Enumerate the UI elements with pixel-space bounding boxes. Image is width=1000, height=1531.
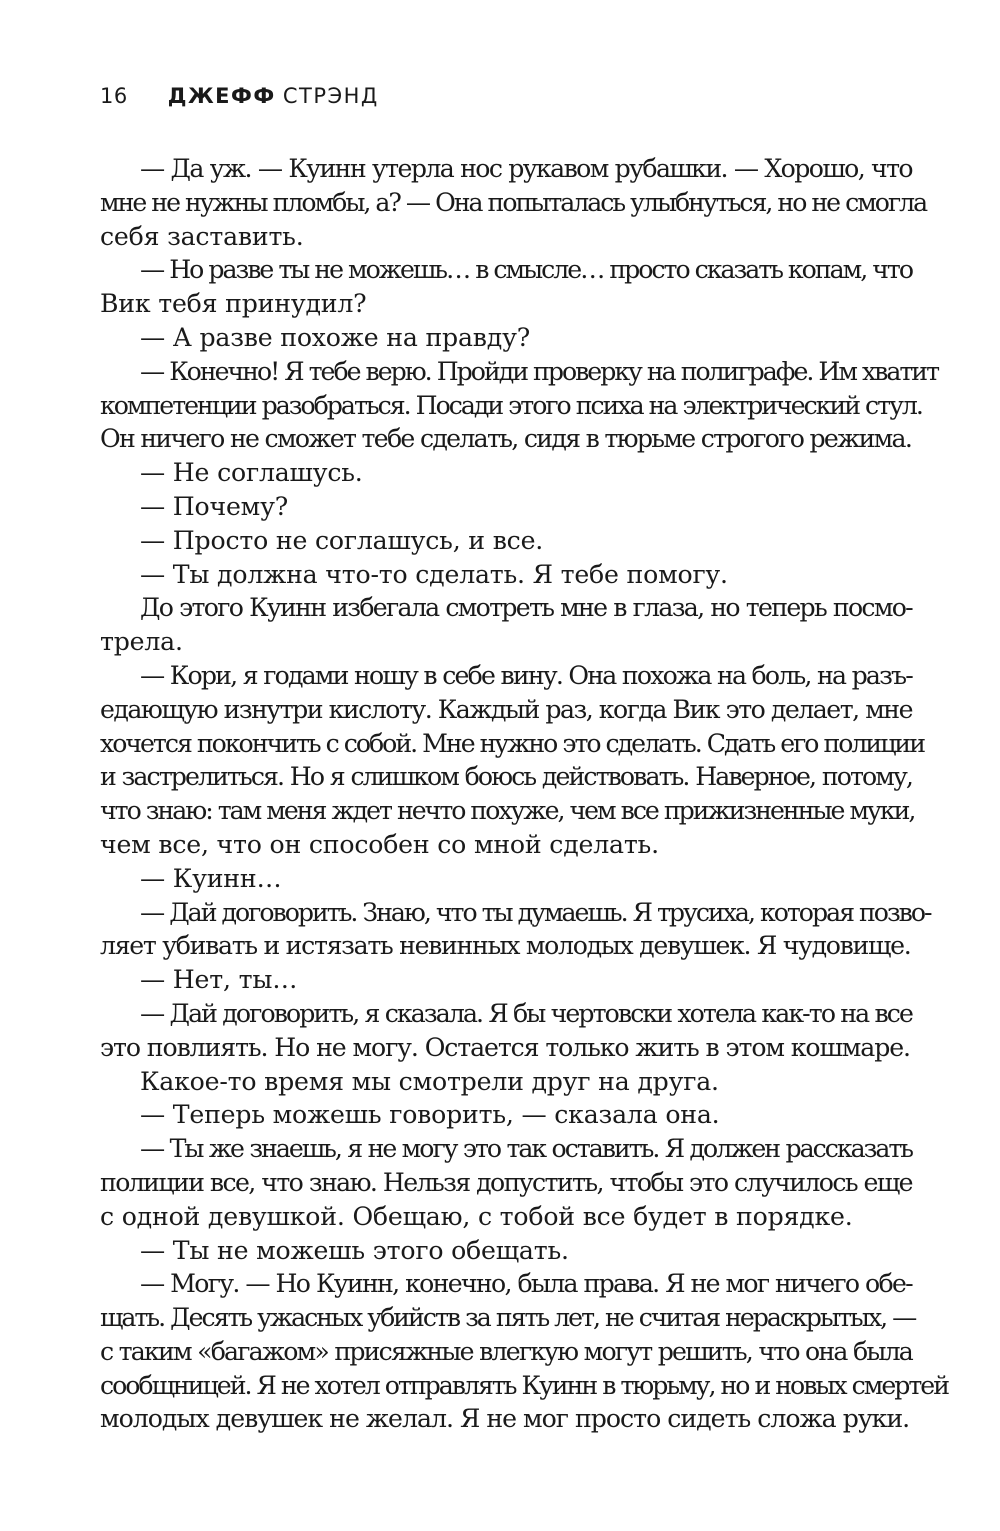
text-line: это повлиять. Но не могу. Остается только жить в этом кошмаре. <box>100 1032 910 1062</box>
text-line: едающую изнутри кислоту. Каждый раз, когда Вик это делает, мне <box>100 694 912 724</box>
running-header <box>100 84 379 108</box>
text-line: — Но разве ты не можешь… в смысле… просто сказать копам, что <box>140 255 912 285</box>
text-line: Вик тебя принудил? <box>100 289 367 319</box>
text-line: с таким «багажом» присяжные влегкую могут решить, что она была <box>100 1336 912 1366</box>
text-line: — Кори, я годами ношу в себе вину. Она похожа на боль, на разъ- <box>140 660 912 690</box>
text-line: — Дай договорить. Знаю, что ты думаешь. Я трусиха, которая позво- <box>140 897 931 927</box>
text-line: с одной девушкой. Обещаю, с тобой все будет в порядке. <box>100 1201 853 1231</box>
text-line: — А разве похоже на правду? <box>140 322 530 352</box>
text-line: — Ты должна что-то сделать. Я тебе помогу. <box>140 559 728 589</box>
text-line: щать. Десять ужасных убийств за пять лет, не считая нераскрытых, — <box>100 1303 916 1333</box>
text-line: — Конечно! Я тебе верю. Пройди проверку на полиграфе. Им хватит <box>140 356 939 386</box>
text-line: — Дай договорить, я сказала. Я бы чертовски хотела как-то на все <box>140 998 912 1028</box>
text-line: — Нет, ты… <box>140 965 298 995</box>
text-line: — Ты не можешь этого обещать. <box>140 1235 569 1265</box>
text-line: Он ничего не сможет тебе сделать, сидя в тюрьме строгого режима. <box>100 424 912 454</box>
text-line: чем все, что он способен со мной сделать. <box>100 829 659 859</box>
text-line: Какое-то время мы смотрели друг на друга. <box>140 1066 719 1096</box>
text-line: себя заставить. <box>100 221 304 251</box>
text-line: До этого Куинн избегала смотреть мне в глаза, но теперь посмо- <box>140 593 912 623</box>
text-line: полиции все, что знаю. Нельзя допустить, чтобы это случилось еще <box>100 1167 912 1197</box>
body-text <box>100 152 948 1436</box>
text-line: — Просто не соглашусь, и все. <box>140 525 544 555</box>
text-line: — Теперь можешь говорить, — сказала она. <box>140 1100 720 1130</box>
text-line: — Могу. — Но Куинн, конечно, была права. Я не мог ничего обе- <box>140 1269 912 1299</box>
author-first-name: ДЖЕФФ <box>167 84 276 108</box>
text-line: мне не нужны пломбы, а? — Она попыталась улыбнуться, но не смогла <box>100 187 927 217</box>
text-line: трела. <box>100 627 183 657</box>
text-line: хочется покончить с собой. Мне нужно это сделать. Сдать его полиции <box>100 728 924 758</box>
text-line: — Почему? <box>140 491 288 521</box>
page-number: 16 <box>100 84 128 108</box>
text-line: компетенции разобраться. Посади этого психа на электрический стул. <box>100 390 922 420</box>
text-line: — Куинн… <box>140 863 282 893</box>
text-line: сообщницей. Я не хотел отправлять Куинн в тюрьму, но и новых смертей <box>100 1370 948 1400</box>
author-last-name: СТРЭНД <box>282 84 379 108</box>
text-line: ляет убивать и истязать невинных молодых девушек. Я чудовище. <box>100 931 911 961</box>
text-line: что знаю: там меня ждет нечто похуже, чем все прижизненные муки, <box>100 796 915 826</box>
text-line: молодых девушек не желал. Я не мог просто сидеть сложа руки. <box>100 1404 910 1434</box>
text-line: — Ты же знаешь, я не могу это так оставить. Я должен рассказать <box>140 1134 912 1164</box>
text-line: и застрелиться. Но я слишком боюсь действовать. Наверное, потому, <box>100 762 912 792</box>
text-line: — Да уж. — Куинн утерла нос рукавом рубашки. — Хорошо, что <box>140 154 912 183</box>
text-line: — Не соглашусь. <box>140 458 363 488</box>
